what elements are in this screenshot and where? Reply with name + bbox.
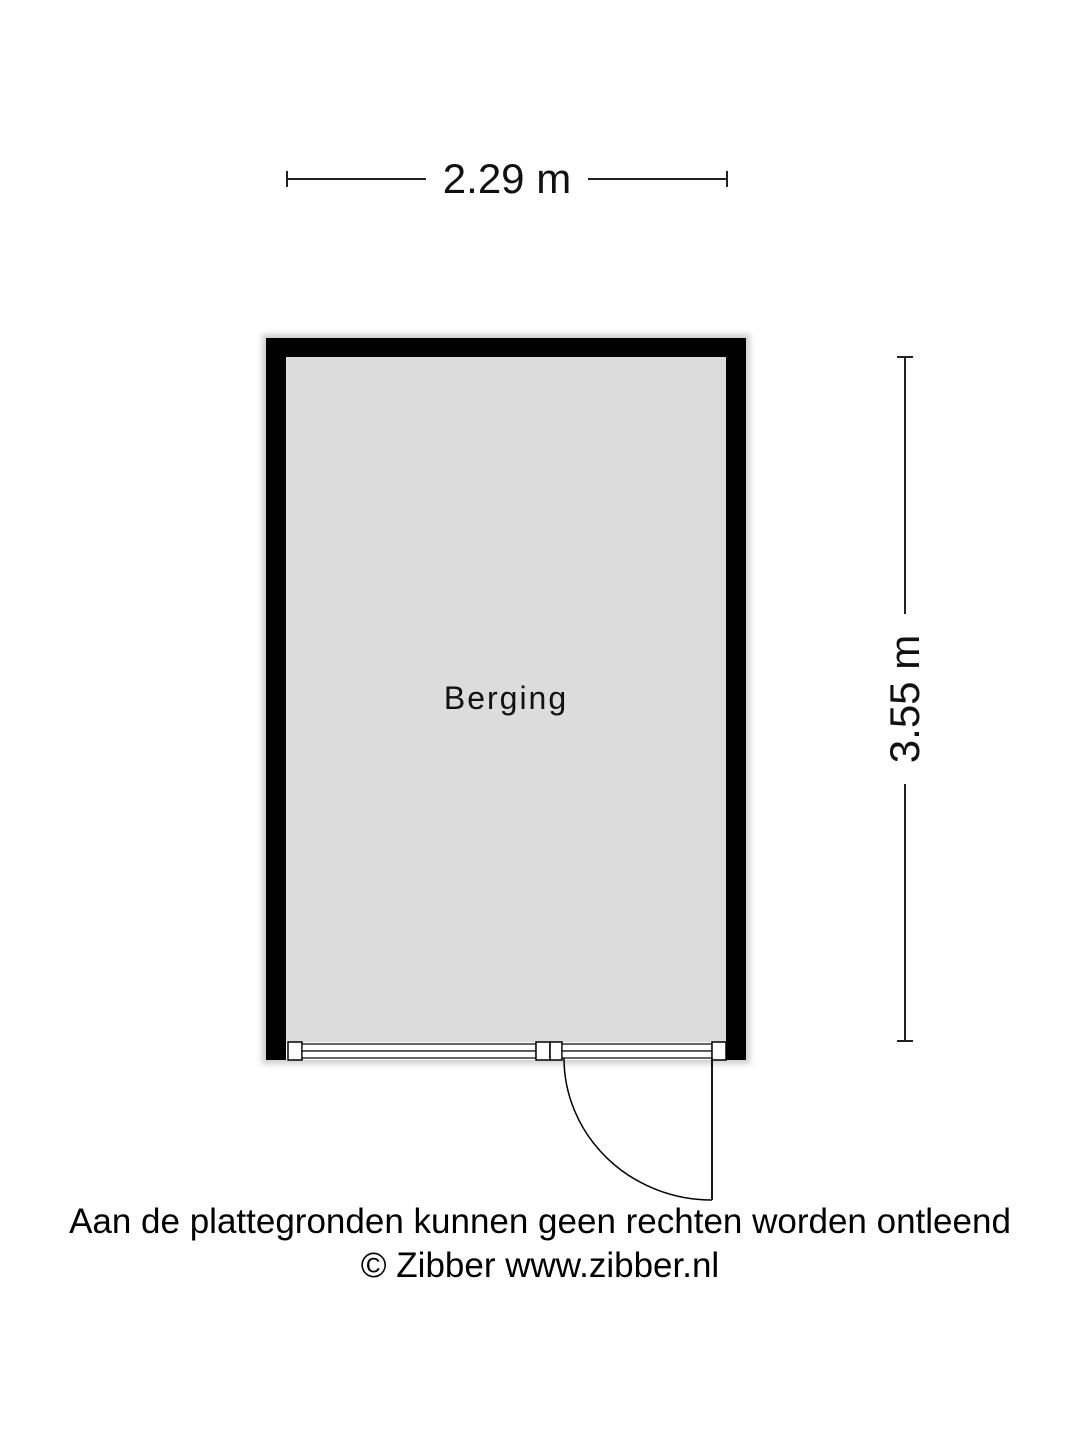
door-threshold-lower	[562, 1051, 712, 1058]
window-pane-lower	[302, 1051, 536, 1058]
door-swing-arc	[564, 1058, 712, 1200]
door-frame-left	[550, 1042, 562, 1060]
window-pane-upper	[302, 1044, 536, 1051]
length-dimension-label: 3.55 m	[881, 634, 928, 764]
length-dimension	[881, 356, 928, 1042]
frame-jamb-right	[712, 1042, 726, 1060]
length-dimension-cap-bottom	[897, 1040, 913, 1042]
copyright-text: © Zibber www.zibber.nl	[360, 1246, 720, 1285]
width-dimension-label: 2.29 m	[431, 155, 583, 202]
room-name: Berging	[443, 680, 569, 716]
length-dimension-line-bottom	[904, 784, 906, 1042]
frame-jamb-left	[288, 1042, 302, 1060]
door-threshold-upper	[562, 1044, 712, 1051]
frame-mullion	[536, 1042, 550, 1060]
disclaimer-text: Aan de plattegronden kunnen geen rechten worden ontleend	[69, 1202, 1011, 1241]
length-dimension-line-top	[904, 356, 906, 614]
footer	[0, 1200, 1080, 1288]
